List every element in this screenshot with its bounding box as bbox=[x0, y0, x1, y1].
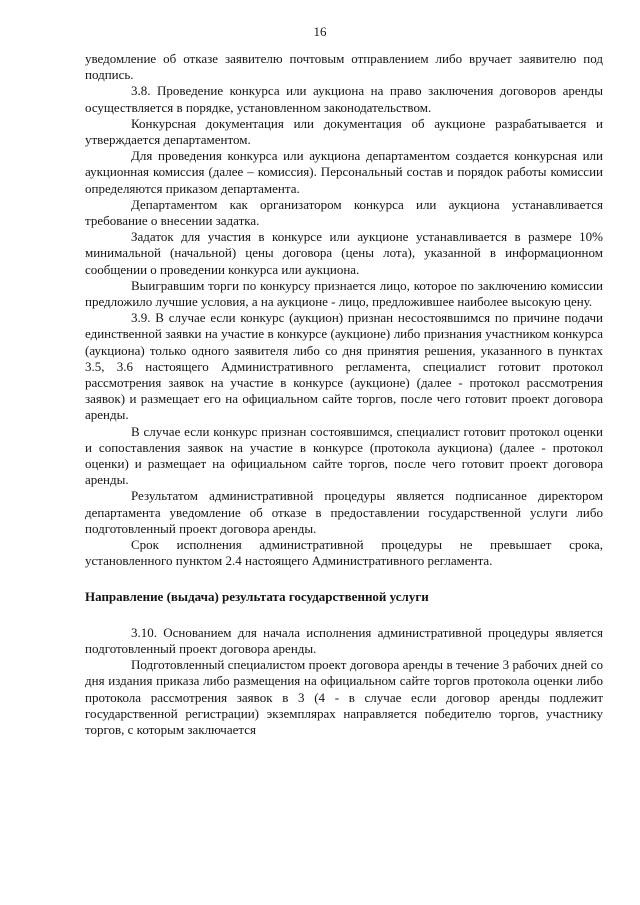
page-number: 16 bbox=[313, 24, 327, 39]
paragraph: Департаментом как организатором конкурса или аукциона устанавливается требование о внесении задатка. bbox=[85, 196, 603, 229]
paragraph: уведомление об отказе заявителю почтовым отправлением либо вручает заявителю под подпись. bbox=[85, 51, 603, 83]
paragraph: 3.9. В случае если конкурс (аукцион) признан несостоявшимся по причине подачи единственной заявки на участие в конкурсе (аукционе) либо признания участником конкурса (аукциона) только одного заявителя либо со дня принятия решения, указанного в пунктах 3.5, 3.6 настоящего Административного регламента, специалист готовит протокол рассмотрения заявок на участие в конкурсе (аукционе) (далее - протокол рассмотрения заявок) и размещает его на официальном сайте торгов, после чего готовит проект договора аренды. bbox=[85, 310, 603, 423]
paragraph: Конкурсная документация или документация об аукционе разрабатывается и утверждается департаментом. bbox=[85, 115, 603, 148]
paragraph: Подготовленный специалистом проект договора аренды в течение 3 рабочих дней со дня издания приказа либо размещения на официальном сайте торгов протокола оценки либо протокола рассмотрения заявок в 3 (4 - в случае если договор аренды подлежит государственной регистрации) экземплярах направляется победителю торгов, участнику торгов, с которым заключается bbox=[85, 657, 603, 737]
paragraph: Задаток для участия в конкурсе или аукционе устанавливается в размере 10% минимальной (начальной) цены договора (цены лота), указанной в информационном сообщении о проведении конкурса или аукциона. bbox=[85, 229, 603, 277]
document-body bbox=[85, 51, 603, 738]
paragraph: Выигравшим торги по конкурсу признается лицо, которое по заключению комиссии предложило лучшие условия, а на аукционе - лицо, предложившее наиболее высокую цену. bbox=[85, 277, 603, 310]
paragraph: 3.8. Проведение конкурса или аукциона на право заключения договоров аренды осуществляется в порядке, установленном законодательством. bbox=[85, 83, 603, 115]
paragraph: Срок исполнения административной процедуры не превышает срока, установленного пунктом 2.4 настоящего Административного регламента. bbox=[85, 537, 603, 569]
paragraph: Результатом административной процедуры является подписанное директором департамента уведомление об отказе в предоставлении государственной услуги либо подготовленный проект договора аренды. bbox=[85, 488, 603, 536]
paragraph: В случае если конкурс признан состоявшимся, специалист готовит протокол оценки и сопоставления заявок на участие в конкурсе (протокола аукциона) (далее - протокол оценки) и размещает на официальном сайте торгов, после чего готовит проект договора аренды. bbox=[85, 423, 603, 488]
paragraph: Для проведения конкурса или аукциона департаментом создается конкурсная или аукционная комиссия (далее – комиссия). Персональный состав и порядок работы комиссии определяются приказом департамента. bbox=[85, 148, 603, 196]
section-heading: Направление (выдача) результата государственной услуги bbox=[85, 588, 429, 604]
paragraph: 3.10. Основанием для начала исполнения административной процедуры является подготовленный проект договора аренды. bbox=[85, 624, 603, 656]
